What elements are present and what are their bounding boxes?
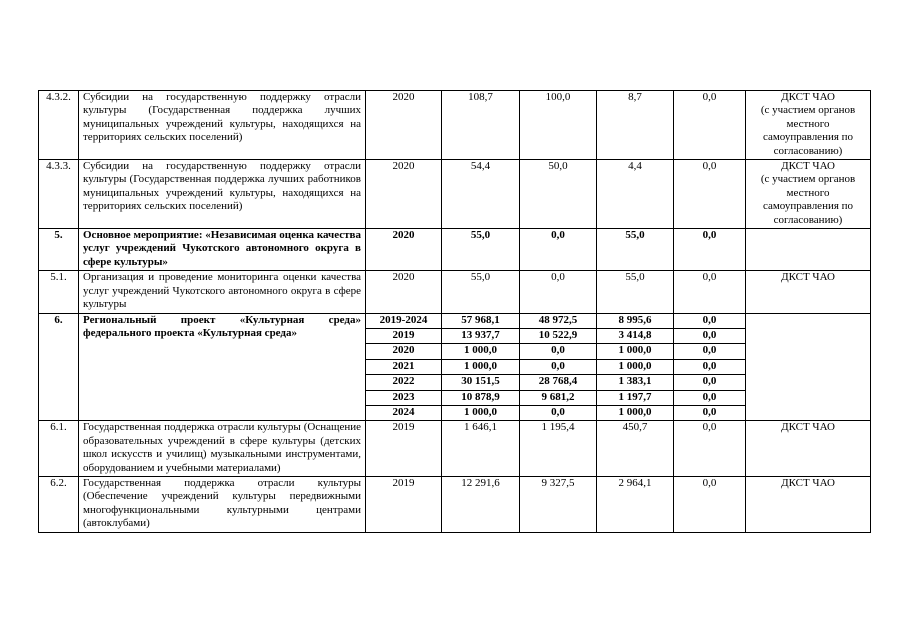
item-number-cell: 6.2. [39,476,79,532]
executor-cell: ДКСТ ЧАО [746,476,871,532]
year-cell: 2022 [366,375,442,390]
item-name-cell: Основное мероприятие: «Независимая оценка качества услуг учреждений Чукотского автономного округа в сфере культуры» [79,229,366,271]
executor-cell: ДКСТ ЧАО [746,271,871,313]
year-cell: 2023 [366,390,442,405]
total-amount-cell: 1 000,0 [442,344,520,359]
table-row [39,91,871,160]
item-name-cell: Субсидии на государственную поддержку отрасли культуры (Государственная поддержка лучших муниципальных учреждений культуры, находящихся на территориях сельских поселений) [79,91,366,160]
district-budget-cell: 8 995,6 [597,313,674,328]
item-number-cell: 4.3.3. [39,160,79,229]
year-cell: 2020 [366,344,442,359]
federal-budget-cell: 0,0 [520,229,597,271]
total-amount-cell: 55,0 [442,229,520,271]
item-number-cell: 6. [39,313,79,421]
table-row [39,313,871,328]
district-budget-cell: 2 964,1 [597,476,674,532]
district-budget-cell: 450,7 [597,421,674,477]
local-budget-cell: 0,0 [674,405,746,420]
federal-budget-cell: 28 768,4 [520,375,597,390]
item-number-cell: 6.1. [39,421,79,477]
total-amount-cell: 108,7 [442,91,520,160]
federal-budget-cell: 0,0 [520,405,597,420]
district-budget-cell: 4,4 [597,160,674,229]
federal-budget-cell: 10 522,9 [520,328,597,343]
district-budget-cell: 55,0 [597,229,674,271]
item-number-cell: 4.3.2. [39,91,79,160]
executor-cell: ДКСТ ЧАО (с участием органов местного самоуправления по согласованию) [746,91,871,160]
year-cell: 2020 [366,160,442,229]
federal-budget-cell: 48 972,5 [520,313,597,328]
item-name-cell: Организация и проведение мониторинга оценки качества услуг учреждений Чукотского автономного округа в сфере культуры [79,271,366,313]
table-row [39,271,871,313]
year-cell: 2020 [366,91,442,160]
local-budget-cell: 0,0 [674,476,746,532]
table-row [39,229,871,271]
year-cell: 2019-2024 [366,313,442,328]
district-budget-cell: 1 000,0 [597,344,674,359]
local-budget-cell: 0,0 [674,271,746,313]
total-amount-cell: 54,4 [442,160,520,229]
executor-cell: ДКСТ ЧАО [746,421,871,477]
district-budget-cell: 8,7 [597,91,674,160]
year-cell: 2019 [366,421,442,477]
federal-budget-cell: 1 195,4 [520,421,597,477]
district-budget-cell: 55,0 [597,271,674,313]
district-budget-cell: 1 383,1 [597,375,674,390]
local-budget-cell: 0,0 [674,421,746,477]
federal-budget-cell: 9 327,5 [520,476,597,532]
local-budget-cell: 0,0 [674,344,746,359]
local-budget-cell: 0,0 [674,328,746,343]
year-cell: 2021 [366,359,442,374]
year-cell: 2020 [366,229,442,271]
district-budget-cell: 1 000,0 [597,359,674,374]
local-budget-cell: 0,0 [674,91,746,160]
item-name-cell: Государственная поддержка отрасли культуры (Обеспечение учреждений культуры передвижными многофункциональными культурными центрами (автоклубами) [79,476,366,532]
federal-budget-cell: 50,0 [520,160,597,229]
total-amount-cell: 10 878,9 [442,390,520,405]
total-amount-cell: 12 291,6 [442,476,520,532]
federal-budget-cell: 0,0 [520,359,597,374]
local-budget-cell: 0,0 [674,390,746,405]
executor-cell [746,313,871,421]
district-budget-cell: 1 000,0 [597,405,674,420]
table-row [39,421,871,477]
item-number-cell: 5.1. [39,271,79,313]
federal-budget-cell: 0,0 [520,344,597,359]
total-amount-cell: 57 968,1 [442,313,520,328]
federal-budget-cell: 100,0 [520,91,597,160]
item-number-cell: 5. [39,229,79,271]
year-cell: 2024 [366,405,442,420]
item-name-cell: Государственная поддержка отрасли культуры (Оснащение образовательных учреждений в сфере культуры (детских школ искусств и училищ) музыкальными инструментами, оборудованием и учебными материалами) [79,421,366,477]
district-budget-cell: 1 197,7 [597,390,674,405]
item-name-cell: Субсидии на государственную поддержку отрасли культуры (Государственная поддержка лучших работников муниципальных учреждений культуры, находящихся на территориях сельских поселений) [79,160,366,229]
federal-budget-cell: 9 681,2 [520,390,597,405]
local-budget-cell: 0,0 [674,313,746,328]
executor-cell: ДКСТ ЧАО (с участием органов местного самоуправления по согласованию) [746,160,871,229]
program-budget-table [38,90,871,533]
total-amount-cell: 55,0 [442,271,520,313]
year-cell: 2019 [366,476,442,532]
local-budget-cell: 0,0 [674,375,746,390]
local-budget-cell: 0,0 [674,359,746,374]
year-cell: 2020 [366,271,442,313]
total-amount-cell: 1 646,1 [442,421,520,477]
table-row [39,476,871,532]
federal-budget-cell: 0,0 [520,271,597,313]
total-amount-cell: 1 000,0 [442,359,520,374]
executor-cell [746,229,871,271]
year-cell: 2019 [366,328,442,343]
total-amount-cell: 1 000,0 [442,405,520,420]
item-name-cell: Региональный проект «Культурная среда» федерального проекта «Культурная среда» [79,313,366,421]
local-budget-cell: 0,0 [674,160,746,229]
total-amount-cell: 30 151,5 [442,375,520,390]
table-row [39,160,871,229]
district-budget-cell: 3 414,8 [597,328,674,343]
total-amount-cell: 13 937,7 [442,328,520,343]
local-budget-cell: 0,0 [674,229,746,271]
